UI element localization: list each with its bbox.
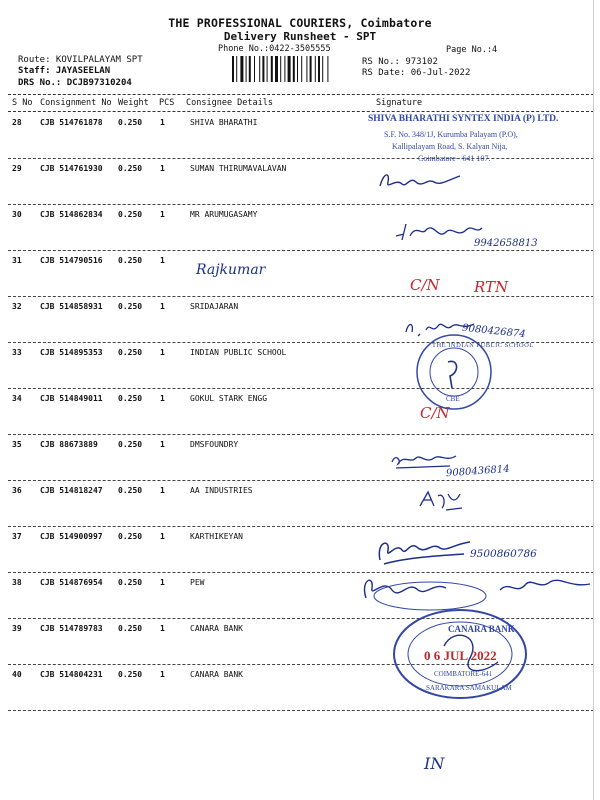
cn-note-34: C/N bbox=[420, 404, 450, 422]
col-signature: Signature bbox=[376, 98, 423, 108]
row-consignee: AA INDUSTRIES bbox=[190, 486, 253, 495]
row-consignee: SHIVA BHARATHI bbox=[190, 118, 258, 127]
company-stamp-addr2: Kallipalayam Road, S. Kalyan Nija, bbox=[392, 142, 508, 151]
row-pcs: 1 bbox=[160, 532, 165, 541]
row-consignee: MR ARUMUGASAMY bbox=[190, 210, 258, 219]
row-consignee: PEW bbox=[190, 578, 205, 587]
row-consignee: SUMAN THIRUMAVALAVAN bbox=[190, 164, 287, 173]
row-consignment: CJB 514858931 bbox=[40, 302, 103, 311]
handwritten-name-31: Rajkumar bbox=[196, 262, 266, 278]
col-consignee: Consignee Details bbox=[186, 98, 273, 108]
signature-37 bbox=[374, 534, 474, 568]
signature-29 bbox=[376, 168, 466, 196]
row-weight: 0.250 bbox=[118, 256, 143, 265]
staff-label: Staff: JAYASEELAN bbox=[18, 66, 111, 76]
bank-stamp-date: 0 6 JUL 2022 bbox=[424, 648, 497, 663]
row-weight: 0.250 bbox=[118, 440, 143, 449]
row-sno: 38 bbox=[12, 578, 22, 587]
page-number: Page No.:4 bbox=[446, 45, 498, 55]
row-pcs: 1 bbox=[160, 164, 165, 173]
col-sno: S No bbox=[12, 98, 33, 108]
row-sno: 33 bbox=[12, 348, 22, 357]
row-consignment: CJB 514804231 bbox=[40, 670, 103, 679]
row-sno: 31 bbox=[12, 256, 22, 265]
phone-note-37: 9500860786 bbox=[470, 548, 537, 560]
row-pcs: 1 bbox=[160, 256, 165, 265]
row-sno: 40 bbox=[12, 670, 22, 679]
row-consignment: CJB 514849011 bbox=[40, 394, 103, 403]
row-sno: 39 bbox=[12, 624, 22, 633]
row-consignment: CJB 514790516 bbox=[40, 256, 103, 265]
row-pcs: 1 bbox=[160, 486, 165, 495]
page-edge bbox=[593, 0, 594, 800]
phone-note-35: 9080436814 bbox=[445, 463, 510, 480]
signature-30 bbox=[394, 218, 484, 246]
row-divider bbox=[8, 434, 594, 435]
row-sno: 30 bbox=[12, 210, 22, 219]
row-divider bbox=[8, 480, 594, 481]
company-stamp-addr3: Coimbatore - 641 107. bbox=[418, 154, 491, 163]
col-consignment: Consignment No bbox=[40, 98, 112, 108]
row-consignment: CJB 514900997 bbox=[40, 532, 103, 541]
row-weight: 0.250 bbox=[118, 394, 143, 403]
row-weight: 0.250 bbox=[118, 348, 143, 357]
row-sno: 34 bbox=[12, 394, 22, 403]
row-consignee: INDIAN PUBLIC SCHOOL bbox=[190, 348, 287, 357]
column-divider bbox=[8, 111, 594, 112]
bank-stamp-city: COIMBATORE-641 bbox=[434, 670, 493, 678]
row-consignee: CANARA BANK bbox=[190, 624, 243, 633]
row-consignee: KARTHIKEYAN bbox=[190, 532, 243, 541]
row-divider bbox=[8, 158, 594, 159]
document-subtitle: Delivery Runsheet - SPT bbox=[223, 30, 377, 43]
row-weight: 0.250 bbox=[118, 532, 143, 541]
row-divider bbox=[8, 526, 594, 527]
row-divider bbox=[8, 388, 594, 389]
drs-number: DRS No.: DCJB97310204 bbox=[18, 78, 132, 88]
rs-number: RS No.: 973102 bbox=[362, 57, 438, 67]
row-consignee: SRIDAJARAN bbox=[190, 302, 239, 311]
row-consignment: CJB 514761878 bbox=[40, 118, 103, 127]
company-stamp-name: SHIVA BHARATHI SYNTEX INDIA (P) LTD. bbox=[368, 114, 559, 124]
row-weight: 0.250 bbox=[118, 624, 143, 633]
row-weight: 0.250 bbox=[118, 486, 143, 495]
row-consignment: CJB 514876954 bbox=[40, 578, 103, 587]
row-sno: 37 bbox=[12, 532, 22, 541]
header-divider bbox=[8, 94, 594, 95]
row-consignee: GOKUL STARK ENGG bbox=[190, 394, 268, 403]
row-divider bbox=[8, 204, 594, 205]
row-pcs: 1 bbox=[160, 440, 165, 449]
row-pcs: 1 bbox=[160, 394, 165, 403]
footer-note: IN bbox=[424, 754, 445, 773]
row-weight: 0.250 bbox=[118, 578, 143, 587]
phone-number: Phone No.:0422-3505555 bbox=[218, 44, 331, 54]
row-divider bbox=[8, 296, 594, 297]
company-stamp-addr1: S.F. No. 348/1J, Kurumba Palayam (P.O), bbox=[384, 130, 518, 139]
row-sno: 32 bbox=[12, 302, 22, 311]
bank-stamp-bottom: SARAKARA SAMAKULAM bbox=[426, 684, 512, 692]
row-pcs: 1 bbox=[160, 670, 165, 679]
rtn-note-31: RTN bbox=[474, 278, 509, 296]
bank-stamp-name: CANARA BANK bbox=[448, 624, 515, 634]
school-stamp-ring: THE INDIAN PUBLIC SCHOOL bbox=[432, 342, 534, 349]
row-weight: 0.250 bbox=[118, 210, 143, 219]
col-weight: Weight bbox=[118, 98, 149, 108]
row-consignment: CJB 514862834 bbox=[40, 210, 103, 219]
row-weight: 0.250 bbox=[118, 164, 143, 173]
row-consignment: CJB 514789783 bbox=[40, 624, 103, 633]
phone-note-32: 9080426874 bbox=[461, 322, 527, 341]
row-consignment: CJB 514818247 bbox=[40, 486, 103, 495]
row-pcs: 1 bbox=[160, 210, 165, 219]
row-pcs: 1 bbox=[160, 624, 165, 633]
row-consignment: CJB 88673889 bbox=[40, 440, 98, 449]
row-consignment: CJB 514895353 bbox=[40, 348, 103, 357]
row-pcs: 1 bbox=[160, 348, 165, 357]
row-weight: 0.250 bbox=[118, 118, 143, 127]
document-title: THE PROFESSIONAL COURIERS, Coimbatore bbox=[168, 16, 432, 30]
row-pcs: 1 bbox=[160, 578, 165, 587]
row-sno: 28 bbox=[12, 118, 22, 127]
school-stamp-inner: CBE bbox=[446, 395, 460, 403]
phone-note-30: 9942658813 bbox=[474, 238, 538, 249]
route-label: Route: KOVILPALAYAM SPT bbox=[18, 55, 143, 65]
row-divider bbox=[8, 250, 594, 251]
row-sno: 36 bbox=[12, 486, 22, 495]
barcode-icon bbox=[232, 56, 356, 82]
row-divider bbox=[8, 710, 594, 711]
row-consignee: CANARA BANK bbox=[190, 670, 243, 679]
cn-note-31: C/N bbox=[410, 276, 440, 294]
row-weight: 0.250 bbox=[118, 670, 143, 679]
row-weight: 0.250 bbox=[118, 302, 143, 311]
row-sno: 35 bbox=[12, 440, 22, 449]
rs-date: RS Date: 06-Jul-2022 bbox=[362, 68, 471, 78]
signature-36 bbox=[416, 488, 466, 512]
row-pcs: 1 bbox=[160, 118, 165, 127]
row-pcs: 1 bbox=[160, 302, 165, 311]
col-pcs: PCS bbox=[159, 98, 175, 108]
row-sno: 29 bbox=[12, 164, 22, 173]
row-consignment: CJB 514761930 bbox=[40, 164, 103, 173]
row-consignee: DMSFOUNDRY bbox=[190, 440, 239, 449]
